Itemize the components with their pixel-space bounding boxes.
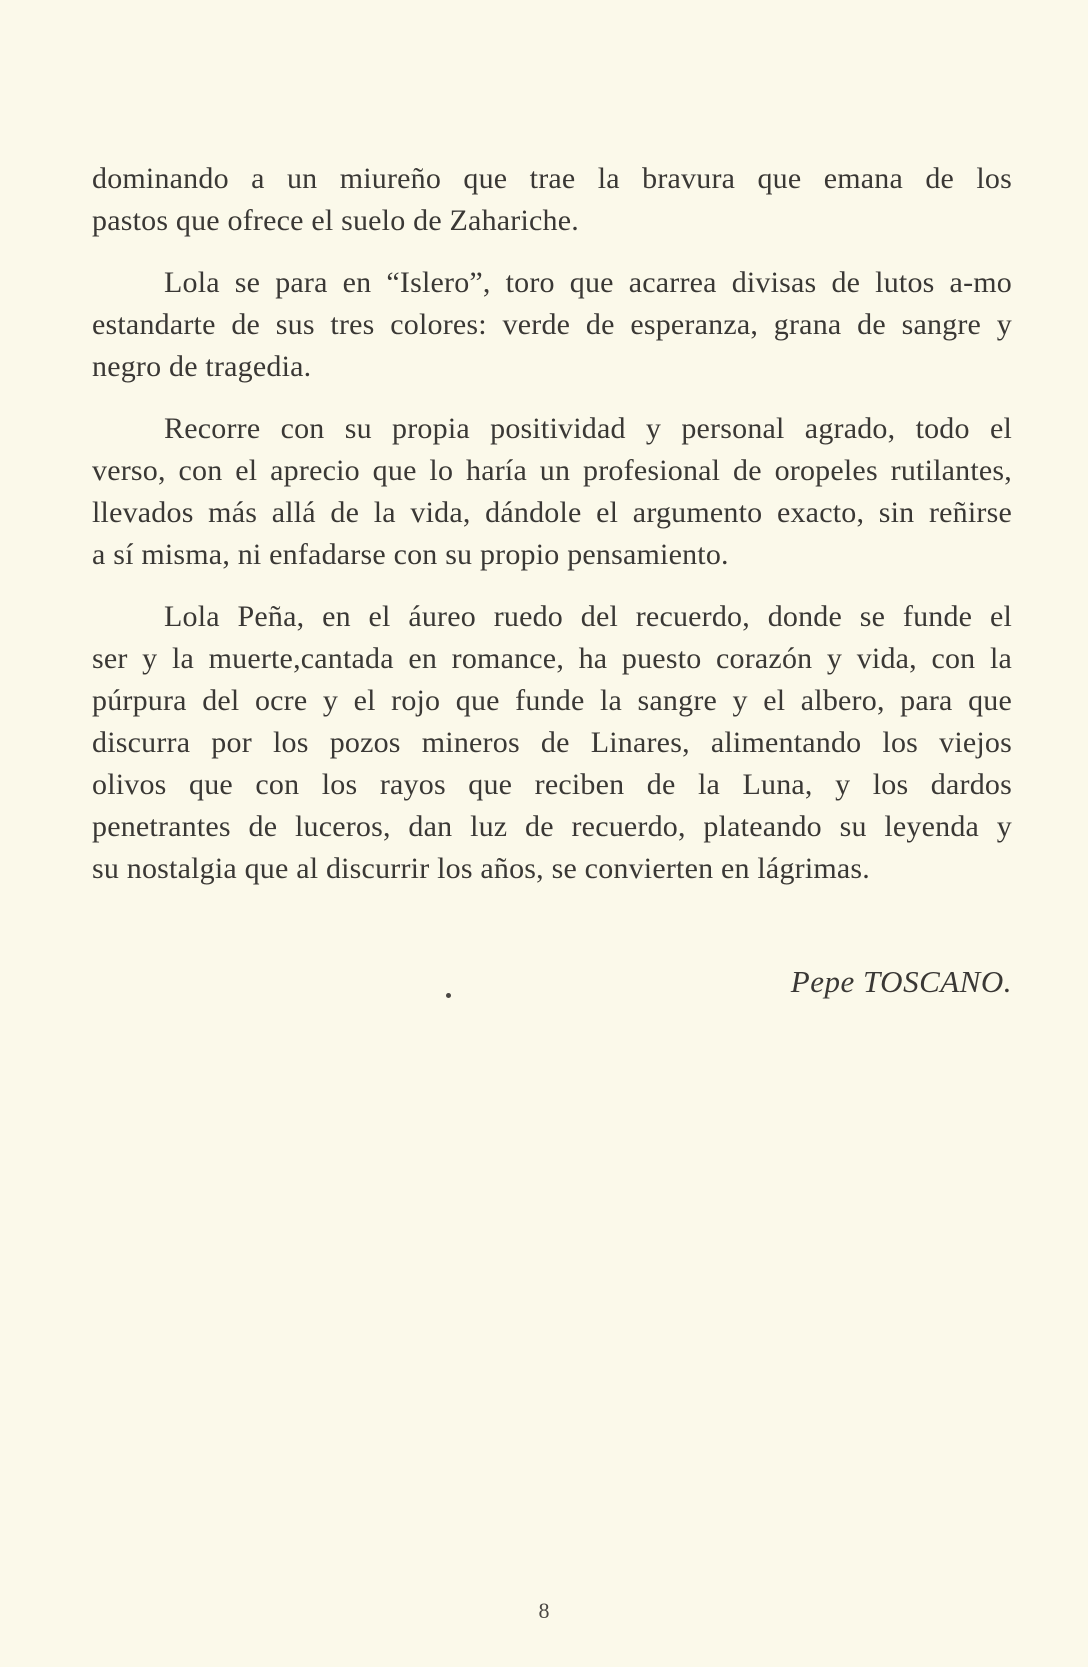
text-line: Recorre con su propia positividad y personal agrado, todo el: [164, 412, 1012, 445]
text-line: estandarte de sus tres colores: verde de esperanza, grana de sangre y: [92, 308, 1012, 341]
text-line: negro de tragedia.: [92, 350, 312, 383]
text-line: a sí misma, ni enfadarse con su propio pensamiento.: [92, 538, 729, 571]
page-number: 8: [538, 1598, 550, 1623]
text-line: pastos que ofrece el suelo de Zahariche.: [92, 204, 579, 237]
text-line: su nostalgia que al discurrir los años, se convierten en lágrimas.: [92, 852, 870, 885]
body-text: [92, 158, 1012, 890]
text-line: dominando a un miureño que trae la bravura que emana de los: [92, 162, 1012, 195]
text-line: llevados más allá de la vida, dándole el argumento exacto, sin reñirse: [92, 496, 1012, 529]
text-line: verso, con el aprecio que lo haría un profesional de oropeles rutilantes,: [92, 454, 1012, 487]
text-line: penetrantes de luceros, dan luz de recuerdo, plateando su leyenda y: [92, 810, 1012, 843]
text-line: olivos que con los rayos que reciben de la Luna, y los dardos: [92, 768, 1012, 801]
text-line: discurra por los pozos mineros de Linares, alimentando los viejos: [92, 726, 1012, 759]
text-line: ser y la muerte,cantada en romance, ha puesto corazón y vida, con la: [92, 642, 1012, 675]
text-line: púrpura del ocre y el rojo que funde la sangre y el albero, para que: [92, 684, 1012, 717]
text-line: Lola Peña, en el áureo ruedo del recuerdo, donde se funde el: [164, 600, 1012, 633]
ink-dot: [446, 993, 451, 998]
text-line: Lola se para en “Islero”, toro que acarrea divisas de lutos a-mo: [164, 266, 1012, 299]
author-signature: Pepe TOSCANO.: [790, 964, 1012, 999]
